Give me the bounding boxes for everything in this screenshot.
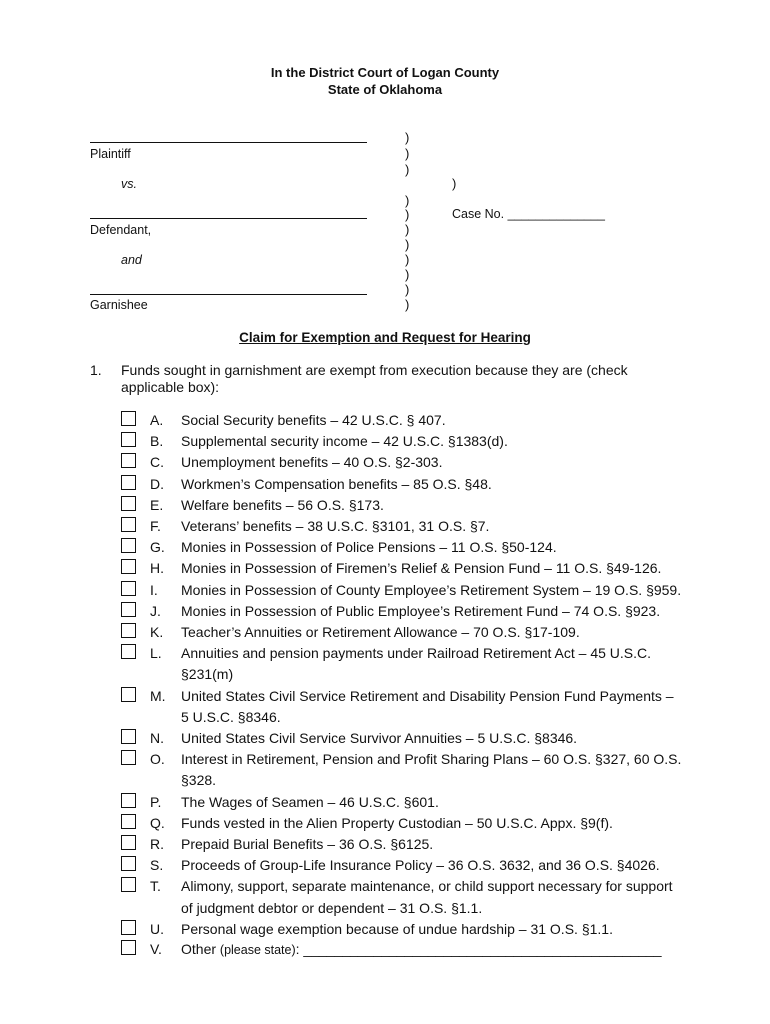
item-text: Monies in Possession of Public Employee’s Retirement Fund – 74 O.S. §923. bbox=[181, 602, 661, 619]
item-letter: O. bbox=[150, 751, 165, 768]
form-title: Claim for Exemption and Request for Hearing bbox=[239, 330, 531, 345]
other-prefix: Other bbox=[181, 941, 220, 957]
item-text: Personal wage exemption because of undue hardship – 31 O.S. §1.1. bbox=[181, 920, 613, 937]
checkbox-j[interactable] bbox=[121, 602, 136, 617]
item-letter: A. bbox=[150, 412, 164, 428]
item-letter: K. bbox=[150, 624, 164, 640]
item-text: §328. bbox=[181, 772, 217, 789]
checkbox-u[interactable] bbox=[121, 920, 136, 935]
state-title: State of Oklahoma bbox=[327, 82, 443, 97]
section-text-line1: Funds sought in garnishment are exempt from execution because they are (check bbox=[121, 362, 628, 378]
item-letter: H. bbox=[150, 560, 164, 577]
item-text: Monies in Possession of Police Pensions – 11 O.S. §50-124. bbox=[181, 539, 557, 556]
item-letter: R. bbox=[150, 836, 164, 852]
checkbox-n[interactable] bbox=[121, 729, 136, 744]
item-letter: D. bbox=[150, 475, 164, 492]
checkbox-t[interactable] bbox=[121, 877, 136, 892]
item-letter: M. bbox=[150, 687, 166, 704]
item-text: Proceeds of Group-Life Insurance Policy – 36 O.S. 3632, and 36 O.S. §4026. bbox=[181, 857, 660, 874]
item-letter: U. bbox=[150, 920, 164, 937]
item-text: 5 U.S.C. §8346. bbox=[181, 708, 281, 725]
item-text: of judgment debtor or dependent – 31 O.S. §1.1. bbox=[181, 899, 483, 916]
checkbox-k[interactable] bbox=[121, 623, 136, 638]
item-letter: B. bbox=[150, 433, 164, 450]
item-letter: C. bbox=[150, 454, 164, 471]
defendant-label: Defendant, bbox=[90, 223, 152, 237]
item-letter: Q. bbox=[150, 814, 165, 831]
checkbox-o[interactable] bbox=[121, 750, 136, 765]
item-text: §231(m) bbox=[181, 666, 234, 683]
item-text: Veterans’ benefits – 38 U.S.C. §3101, 31 O.S. §7. bbox=[181, 518, 490, 534]
item-text: Teacher’s Annuities or Retirement Allowance – 70 O.S. §17-109. bbox=[181, 624, 580, 640]
section-text-line2: applicable box): bbox=[121, 379, 220, 395]
garnishee-label: Garnishee bbox=[90, 298, 148, 312]
item-text: Monies in Possession of Firemen’s Relief & Pension Fund – 11 O.S. §49-126. bbox=[181, 560, 662, 577]
defendant-line[interactable] bbox=[90, 218, 367, 219]
and-label: and bbox=[121, 253, 142, 267]
item-text: Prepaid Burial Benefits – 36 O.S. §6125. bbox=[181, 836, 434, 852]
item-text: Funds vested in the Alien Property Custodian – 50 U.S.C. Appx. §9(f). bbox=[181, 814, 613, 831]
item-text: Workmen’s Compensation benefits – 85 O.S. §48. bbox=[181, 475, 492, 492]
checkbox-p[interactable] bbox=[121, 793, 136, 808]
vs-label: vs. bbox=[121, 177, 137, 191]
item-text: United States Civil Service Survivor Annuities – 5 U.S.C. §8346. bbox=[181, 730, 578, 746]
item-text: Interest in Retirement, Pension and Profit Sharing Plans – 60 O.S. §327, 60 O.S. bbox=[181, 751, 682, 768]
checkbox-e[interactable] bbox=[121, 496, 136, 511]
item-letter: V. bbox=[150, 941, 162, 957]
checkbox-l[interactable] bbox=[121, 644, 136, 659]
item-letter: S. bbox=[150, 857, 164, 874]
item-letter: E. bbox=[150, 496, 164, 513]
checkbox-b[interactable] bbox=[121, 432, 136, 447]
checkbox-f[interactable] bbox=[121, 517, 136, 532]
item-text: The Wages of Seamen – 46 U.S.C. §601. bbox=[181, 793, 439, 810]
item-letter: I. bbox=[150, 581, 158, 598]
checkbox-d[interactable] bbox=[121, 475, 136, 490]
garnishee-line[interactable] bbox=[90, 294, 367, 295]
item-letter: F. bbox=[150, 518, 161, 534]
checkbox-s[interactable] bbox=[121, 856, 136, 871]
item-text: Unemployment benefits – 40 O.S. §2-303. bbox=[181, 454, 443, 471]
plaintiff-label: Plaintiff bbox=[90, 147, 131, 161]
section-number: 1. bbox=[90, 362, 102, 378]
item-text: Monies in Possession of County Employee’s Retirement System – 19 O.S. §959. bbox=[181, 581, 682, 598]
checkbox-v[interactable] bbox=[121, 940, 136, 955]
case-number-field[interactable]: Case No. ______________ bbox=[452, 207, 605, 221]
item-text: Supplemental security income – 42 U.S.C. §1383(d). bbox=[181, 433, 508, 450]
item-text: United States Civil Service Retirement and Disability Pension Fund Payments – bbox=[181, 687, 674, 704]
other-line: : ______________________________________________ bbox=[295, 941, 662, 957]
checkbox-g[interactable] bbox=[121, 538, 136, 553]
item-letter: G. bbox=[150, 539, 165, 556]
item-letter: J. bbox=[150, 602, 161, 619]
item-text: Annuities and pension payments under Railroad Retirement Act – 45 U.S.C. bbox=[181, 645, 652, 662]
item-letter: T. bbox=[150, 878, 161, 895]
other-hint: (please state) bbox=[219, 943, 296, 957]
checkbox-q[interactable] bbox=[121, 814, 136, 829]
checkbox-i[interactable] bbox=[121, 581, 136, 596]
item-letter: N. bbox=[150, 730, 164, 746]
checkbox-c[interactable] bbox=[121, 453, 136, 468]
item-text: Social Security benefits – 42 U.S.C. § 407. bbox=[181, 412, 446, 428]
checkbox-a[interactable] bbox=[121, 411, 136, 426]
checkbox-m[interactable] bbox=[121, 687, 136, 702]
checkbox-r[interactable] bbox=[121, 835, 136, 850]
item-letter: L. bbox=[150, 645, 162, 662]
other-field[interactable] bbox=[181, 941, 662, 957]
item-text: Alimony, support, separate maintenance, or child support necessary for support bbox=[181, 878, 673, 895]
court-title: In the District Court of Logan County bbox=[270, 65, 500, 80]
item-letter: P. bbox=[150, 793, 162, 810]
item-text: Welfare benefits – 56 O.S. §173. bbox=[181, 496, 384, 513]
checkbox-h[interactable] bbox=[121, 559, 136, 574]
plaintiff-line[interactable] bbox=[90, 142, 367, 143]
